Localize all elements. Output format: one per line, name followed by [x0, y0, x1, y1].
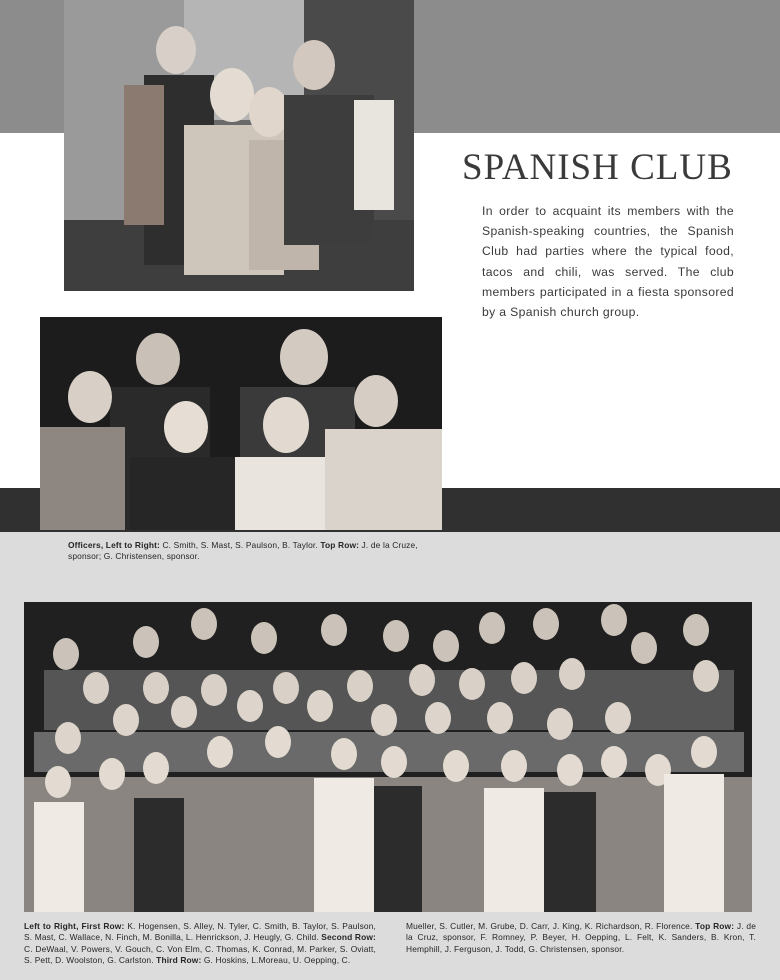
top-row-label: Top Row: [695, 921, 735, 931]
group-caption-left [24, 921, 376, 967]
third-row-names: G. Hoskins, L.Moreau, U. Oepping, C. [201, 955, 351, 966]
third-row-names-continued: Mueller, S. Cutler, M. Grube, D. Carr, J. King, K. Richardson, R. Florence. [406, 921, 696, 931]
page-title: SPANISH CLUB [462, 147, 733, 188]
top-row-names: J. de la Cruz, sponsor, F. Romney, P. Beyer, H. Oepping, L. Felt, K. Sanders, B. Kron, T. Hemphill, J. Ferguson, J. Todd, G. Christensen, sponsor. [406, 921, 757, 954]
first-row-label: Left to Right, First Row: [24, 921, 125, 931]
officers-photo [40, 317, 442, 530]
officers-caption-names: C. Smith, S. Mast, S. Paulson, B. Taylor. [160, 540, 321, 550]
second-row-label: Second Row: [321, 932, 376, 943]
second-row-names: C. DeWaal, V. Powers, V. Gouch, C. Von Elm, C. Thomas, K. Conrad, M. Parker, S. Oviatt, S. Pett, D. Woolston, G. Carlston. [24, 943, 376, 966]
fiesta-costume-photo [64, 0, 414, 291]
third-row-label: Third Row: [156, 955, 202, 966]
club-group-photo [24, 602, 752, 912]
first-row-names: K. Hogensen, S. Alley, N. Tyler, C. Smith, B. Taylor, S. Paulson, S. Mast, C. Wallace, N. Finch, M. Bonilla, L. Henrickson, J. Heugly, G. Child. [24, 921, 376, 943]
officers-top-row-label: Top Row: [320, 540, 360, 550]
group-caption-right [406, 921, 756, 955]
officers-caption [68, 540, 420, 563]
club-description: In order to acquaint its members with the Spanish-speaking countries, the Spanish Club had parties where the typical food, tacos and chili, was served. The club members participated in a fiesta sponsored by a Spanish church group. [482, 204, 734, 320]
officers-caption-label: Officers, Left to Right: [68, 540, 160, 550]
officers-top-row-names: J. de la Cruze, sponsor; G. Christensen, sponsor. [68, 540, 418, 562]
